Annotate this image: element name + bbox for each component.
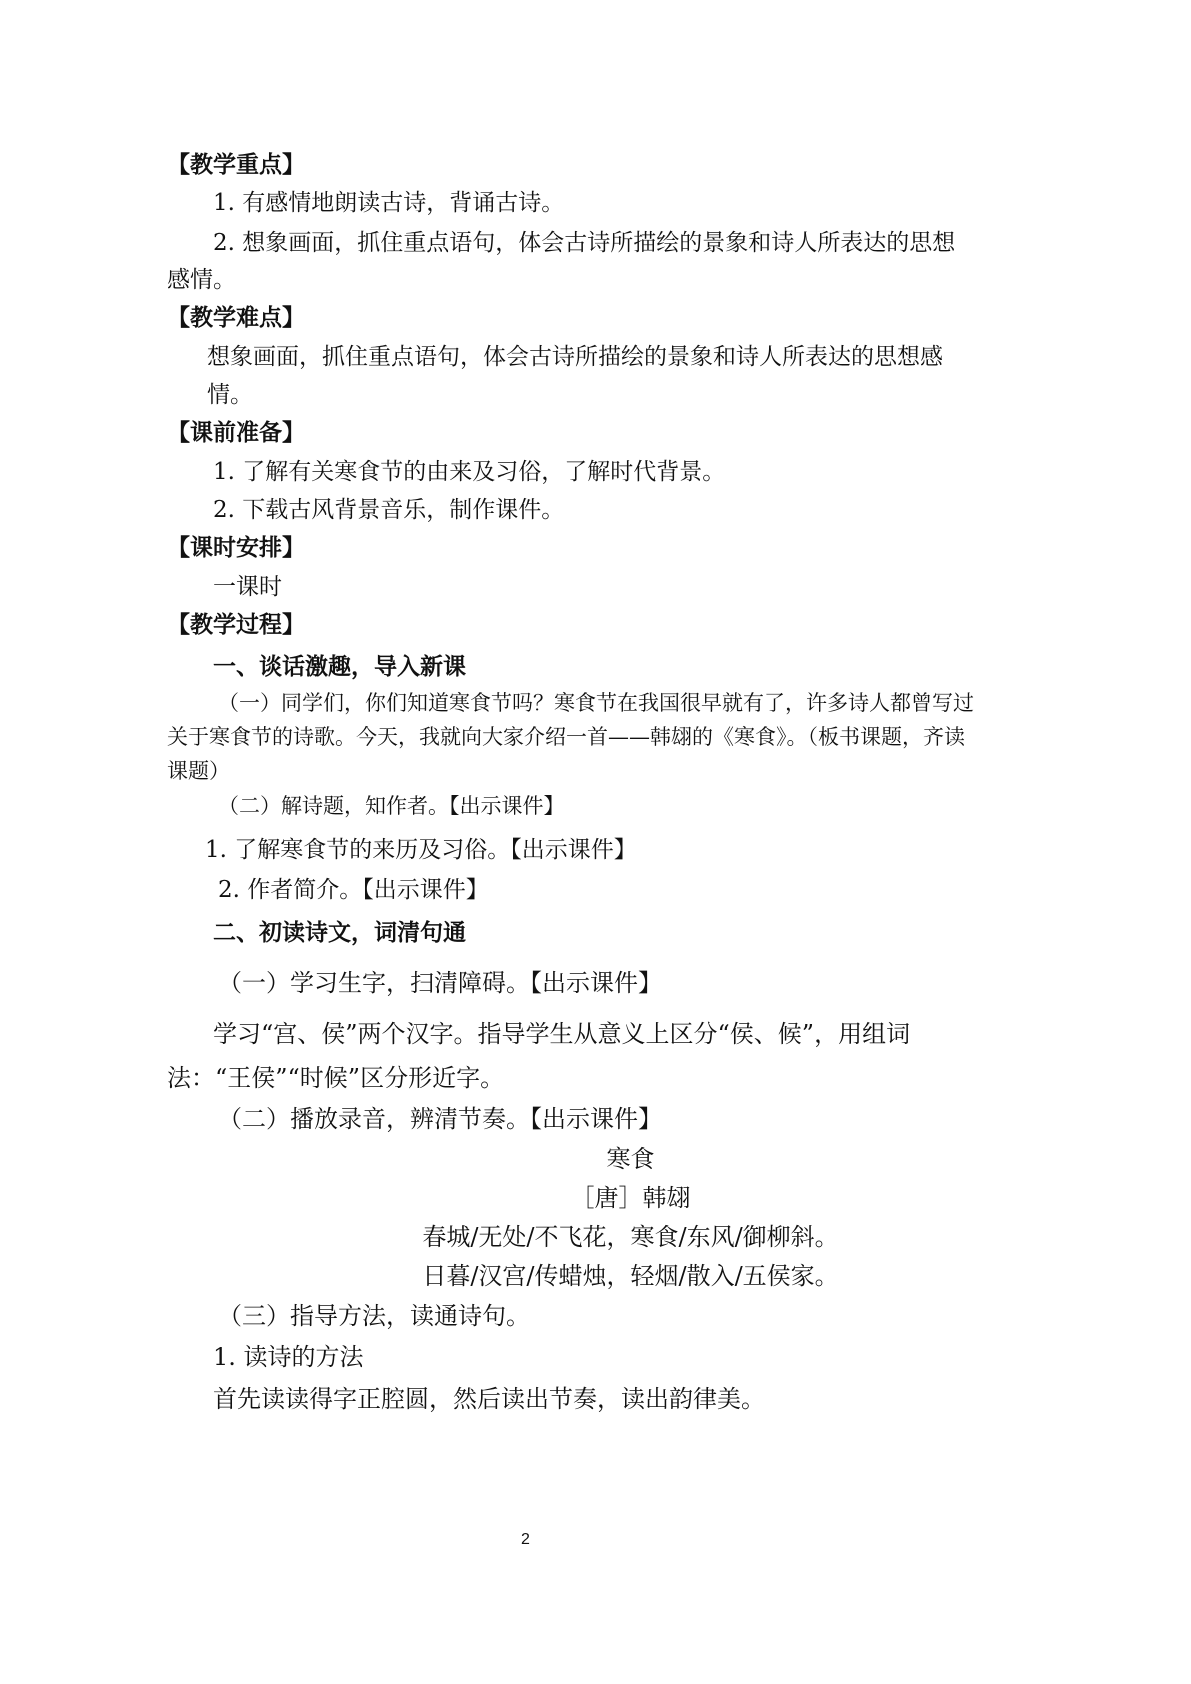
part-2-step-1-text-line-2: 法：“王侯”“时候”区分形近字。 <box>167 1064 505 1092</box>
process-part-2-title: 二、初读诗文，词清句通 <box>213 920 466 946</box>
part-1-paragraph-1-line-1: （一）同学们，你们知道寒食节吗？寒食节在我国很早就有了，许多诗人都曾写过 <box>218 691 974 715</box>
key-point-item-2-line-1: 2. 想象画面，抓住重点语句，体会古诗所描绘的景象和诗人所表达的思想 <box>213 230 956 256</box>
part-2-step-1-text-line-1: 学习“宫、侯”两个汉字。指导学生从意义上区分“侯、候”，用组词 <box>213 1020 911 1048</box>
part-1-paragraph-2: （二）解诗题，知作者。【出示课件】 <box>218 794 565 818</box>
section-heading-preparation: 【课前准备】 <box>167 420 305 446</box>
section-heading-difficulties: 【教学难点】 <box>167 305 305 331</box>
difficulties-line-1: 想象画面，抓住重点语句，体会古诗所描绘的景象和诗人所表达的思想感 <box>207 344 943 370</box>
process-part-1-title: 一、谈话激趣，导入新课 <box>213 654 466 680</box>
poem-line-1 <box>0 1217 1191 1252</box>
part-1-paragraph-1-line-3: 课题） <box>167 759 230 783</box>
poem-author-text: ［唐］韩翃 <box>570 1184 691 1212</box>
section-heading-key-points: 【教学重点】 <box>167 152 305 178</box>
part-1-paragraph-1-line-2: 关于寒食节的诗歌。今天，我就向大家介绍一首——韩翃的《寒食》。（板书课题，齐读 <box>167 725 965 749</box>
schedule-text: 一课时 <box>213 574 282 600</box>
section-heading-schedule: 【课时安排】 <box>167 535 305 561</box>
part-2-step-3-text: 首先读读得字正腔圆，然后读出节奏，读出韵律美。 <box>213 1385 765 1413</box>
difficulties-line-2: 情。 <box>207 382 253 408</box>
key-point-item-2-line-2: 感情。 <box>167 267 236 293</box>
poem-line-2-text: 日暮/汉宫/传蜡烛，轻烟/散入/五侯家。 <box>422 1262 839 1290</box>
poem-author <box>0 1178 1191 1213</box>
part-2-step-3-item-1: 1. 读诗的方法 <box>213 1343 364 1371</box>
part-2-step-2: （二）播放录音，辨清节奏。【出示课件】 <box>218 1105 662 1133</box>
key-point-item-1: 1. 有感情地朗读古诗，背诵古诗。 <box>213 190 565 216</box>
part-2-step-1: （一）学习生字，扫清障碍。【出示课件】 <box>218 969 662 997</box>
preparation-item-2: 2. 下载古风背景音乐，制作课件。 <box>213 497 565 523</box>
poem-title <box>0 1139 1191 1174</box>
poem-line-1-text: 春城/无处/不飞花，寒食/东风/御柳斜。 <box>422 1223 839 1251</box>
part-1-item-2: 2. 作者简介。【出示课件】 <box>218 877 489 903</box>
part-2-step-3: （三）指导方法，读通诗句。 <box>218 1302 530 1330</box>
section-heading-process: 【教学过程】 <box>167 612 305 638</box>
part-1-item-1: 1. 了解寒食节的来历及习俗。【出示课件】 <box>205 837 637 863</box>
poem-line-2 <box>0 1256 1191 1291</box>
page-number <box>0 1531 1191 1549</box>
page-number-text: 2 <box>521 1531 530 1548</box>
poem-title-text: 寒食 <box>606 1145 655 1173</box>
preparation-item-1: 1. 了解有关寒食节的由来及习俗，了解时代背景。 <box>213 459 726 485</box>
